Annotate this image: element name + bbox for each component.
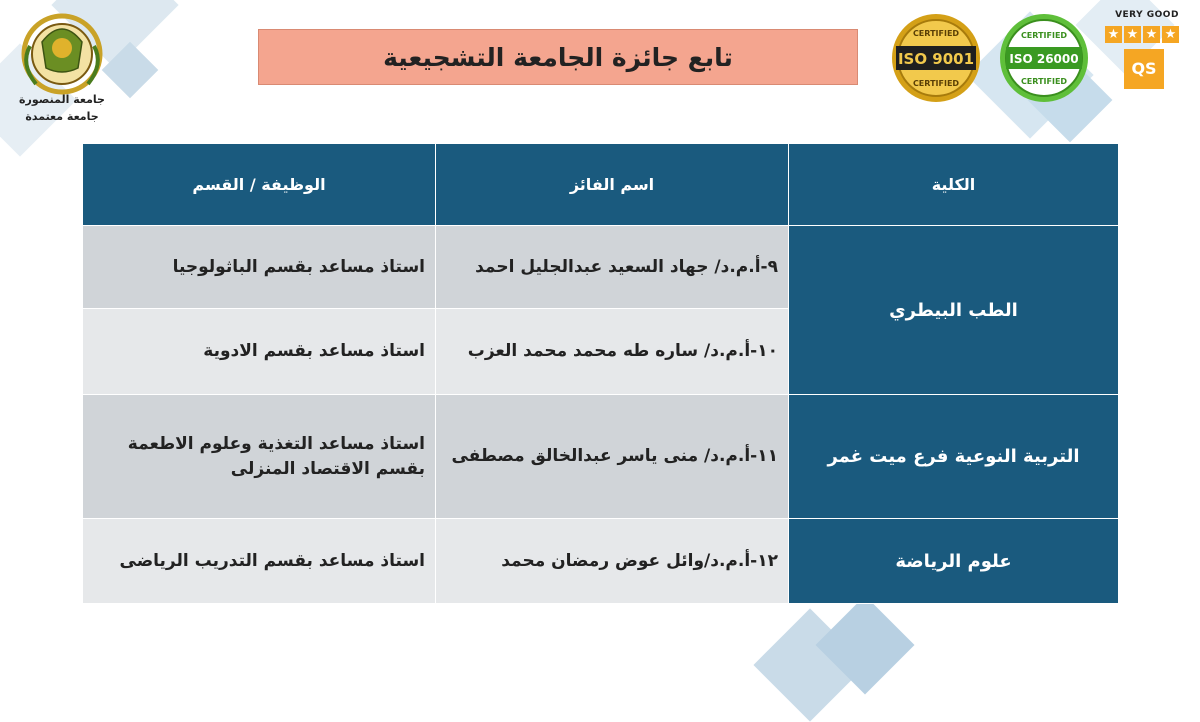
slide-title: تابع جائزة الجامعة التشجيعية [383, 42, 733, 72]
position-cell: استاذ مساعد بقسم الباثولوجيا [83, 226, 436, 309]
star-icon: ★ [1105, 26, 1122, 43]
winner-cell: ١٠-أ.م.د/ ساره طه محمد محمد العزب [436, 309, 789, 395]
qs-stars [1098, 26, 1186, 43]
header-college: الكلية [789, 144, 1119, 226]
iso-9001-ring-top: CERTIFIED [912, 29, 960, 38]
position-cell: استاذ مساعد بقسم الادوية [83, 309, 436, 395]
iso-26000-label: ISO 26000 [1009, 52, 1079, 66]
iso-26000-ring-top: CERTIFIED [1020, 31, 1068, 40]
qs-logo: QS [1124, 49, 1164, 89]
iso-9001-ring-bottom: CERTIFIED [912, 79, 960, 88]
position-line: استاذ مساعد التغذية وعلوم الاطعمة [127, 433, 425, 454]
logo-text-bottom: جامعة معتمدة [25, 110, 99, 123]
slide-title-box [258, 29, 858, 85]
star-icon: ★ [1143, 26, 1160, 43]
college-cell: التربية النوعية فرع ميت غمر [789, 395, 1119, 519]
table-row [83, 395, 1119, 519]
table-row [83, 519, 1119, 604]
iso-26000-badge [998, 12, 1090, 104]
position-cell [83, 395, 436, 519]
iso-9001-label: ISO 9001 [897, 50, 975, 68]
star-icon: ★ [1124, 26, 1141, 43]
iso-26000-ring-bottom: CERTIFIED [1020, 77, 1068, 86]
qs-rating-badge [1098, 10, 1186, 102]
logo-text-top: جامعة المنصورة [19, 93, 105, 106]
university-logo [12, 6, 112, 126]
college-cell: الطب البيطري [789, 226, 1119, 395]
table-row [83, 226, 1119, 309]
winner-cell: ١١-أ.م.د/ منى ياسر عبدالخالق مصطفى [436, 395, 789, 519]
awards-table [82, 143, 1119, 604]
table-header-row [83, 144, 1119, 226]
header-winner: اسم الفائز [436, 144, 789, 226]
winner-cell: ٩-أ.م.د/ جهاد السعيد عبدالجليل احمد [436, 226, 789, 309]
position-line: بقسم الاقتصاد المنزلى [230, 458, 425, 479]
qs-rating-label: VERY GOOD [1115, 10, 1179, 20]
iso-9001-badge [890, 12, 982, 104]
header-position: الوظيفة / القسم [83, 144, 436, 226]
college-cell: علوم الرياضة [789, 519, 1119, 604]
winner-cell: ١٢-أ.م.د/وائل عوض رمضان محمد [436, 519, 789, 604]
star-icon: ★ [1162, 26, 1179, 43]
position-cell: استاذ مساعد بقسم التدريب الرياضى [83, 519, 436, 604]
